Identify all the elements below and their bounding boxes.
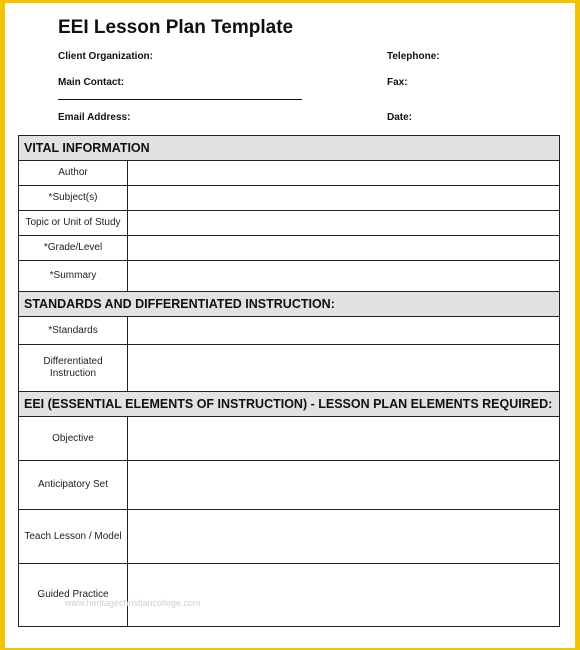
section-header-row: [19, 136, 560, 161]
row-label-author: Author: [19, 161, 128, 186]
row-label-differentiated-instruction: Differentiated Instruction: [19, 345, 128, 392]
grade-level-entry-cell[interactable]: [128, 236, 560, 261]
watermark-text: www.heritagechristiancollege.com: [65, 598, 201, 608]
guided-practice-entry-cell[interactable]: [128, 564, 560, 627]
lesson-plan-table: [18, 135, 560, 627]
row-label-subjects: *Subject(s): [19, 186, 128, 211]
fax-label: Fax:: [387, 77, 408, 88]
section-heading-eei: EEI (ESSENTIAL ELEMENTS OF INSTRUCTION) - LESSON PLAN ELEMENTS REQUIRED:: [19, 392, 560, 417]
page-title: EEI Lesson Plan Template: [58, 17, 294, 38]
section-heading-vital-information: VITAL INFORMATION: [19, 136, 560, 161]
subjects-entry-cell[interactable]: [128, 186, 560, 211]
row-label-anticipatory-set: Anticipatory Set: [19, 461, 128, 510]
author-entry-cell[interactable]: [128, 161, 560, 186]
telephone-label: Telephone:: [387, 51, 440, 62]
row-label-summary: *Summary: [19, 261, 128, 292]
table-row: [19, 417, 560, 461]
main-contact-underline: [58, 99, 302, 100]
row-label-teach-lesson-model: Teach Lesson / Model: [19, 510, 128, 564]
main-contact-label: Main Contact:: [58, 77, 125, 88]
table-row: [19, 345, 560, 392]
date-label: Date:: [387, 112, 413, 123]
differentiated-instruction-entry-cell[interactable]: [128, 345, 560, 392]
row-label-objective: Objective: [19, 417, 128, 461]
row-label-grade-level: *Grade/Level: [19, 236, 128, 261]
table-row: [19, 461, 560, 510]
document-page: [5, 3, 575, 648]
table-row: [19, 236, 560, 261]
row-label-standards: *Standards: [19, 317, 128, 345]
email-address-label: Email Address:: [58, 112, 131, 123]
table-row: [19, 317, 560, 345]
section-header-row: [19, 292, 560, 317]
objective-entry-cell[interactable]: [128, 417, 560, 461]
row-label-topic-or-unit: Topic or Unit of Study: [19, 211, 128, 236]
table-row: [19, 186, 560, 211]
row-label-guided-practice: Guided Practice: [19, 564, 128, 627]
topic-entry-cell[interactable]: [128, 211, 560, 236]
table-row: [19, 161, 560, 186]
table-row: [19, 564, 560, 627]
anticipatory-set-entry-cell[interactable]: [128, 461, 560, 510]
teach-lesson-entry-cell[interactable]: [128, 510, 560, 564]
standards-entry-cell[interactable]: [128, 317, 560, 345]
client-organization-label: Client Organization:: [58, 51, 153, 62]
table-row: [19, 510, 560, 564]
summary-entry-cell[interactable]: [128, 261, 560, 292]
section-heading-standards: STANDARDS AND DIFFERENTIATED INSTRUCTION:: [19, 292, 560, 317]
table-row: [19, 261, 560, 292]
section-header-row: [19, 392, 560, 417]
table-row: [19, 211, 560, 236]
